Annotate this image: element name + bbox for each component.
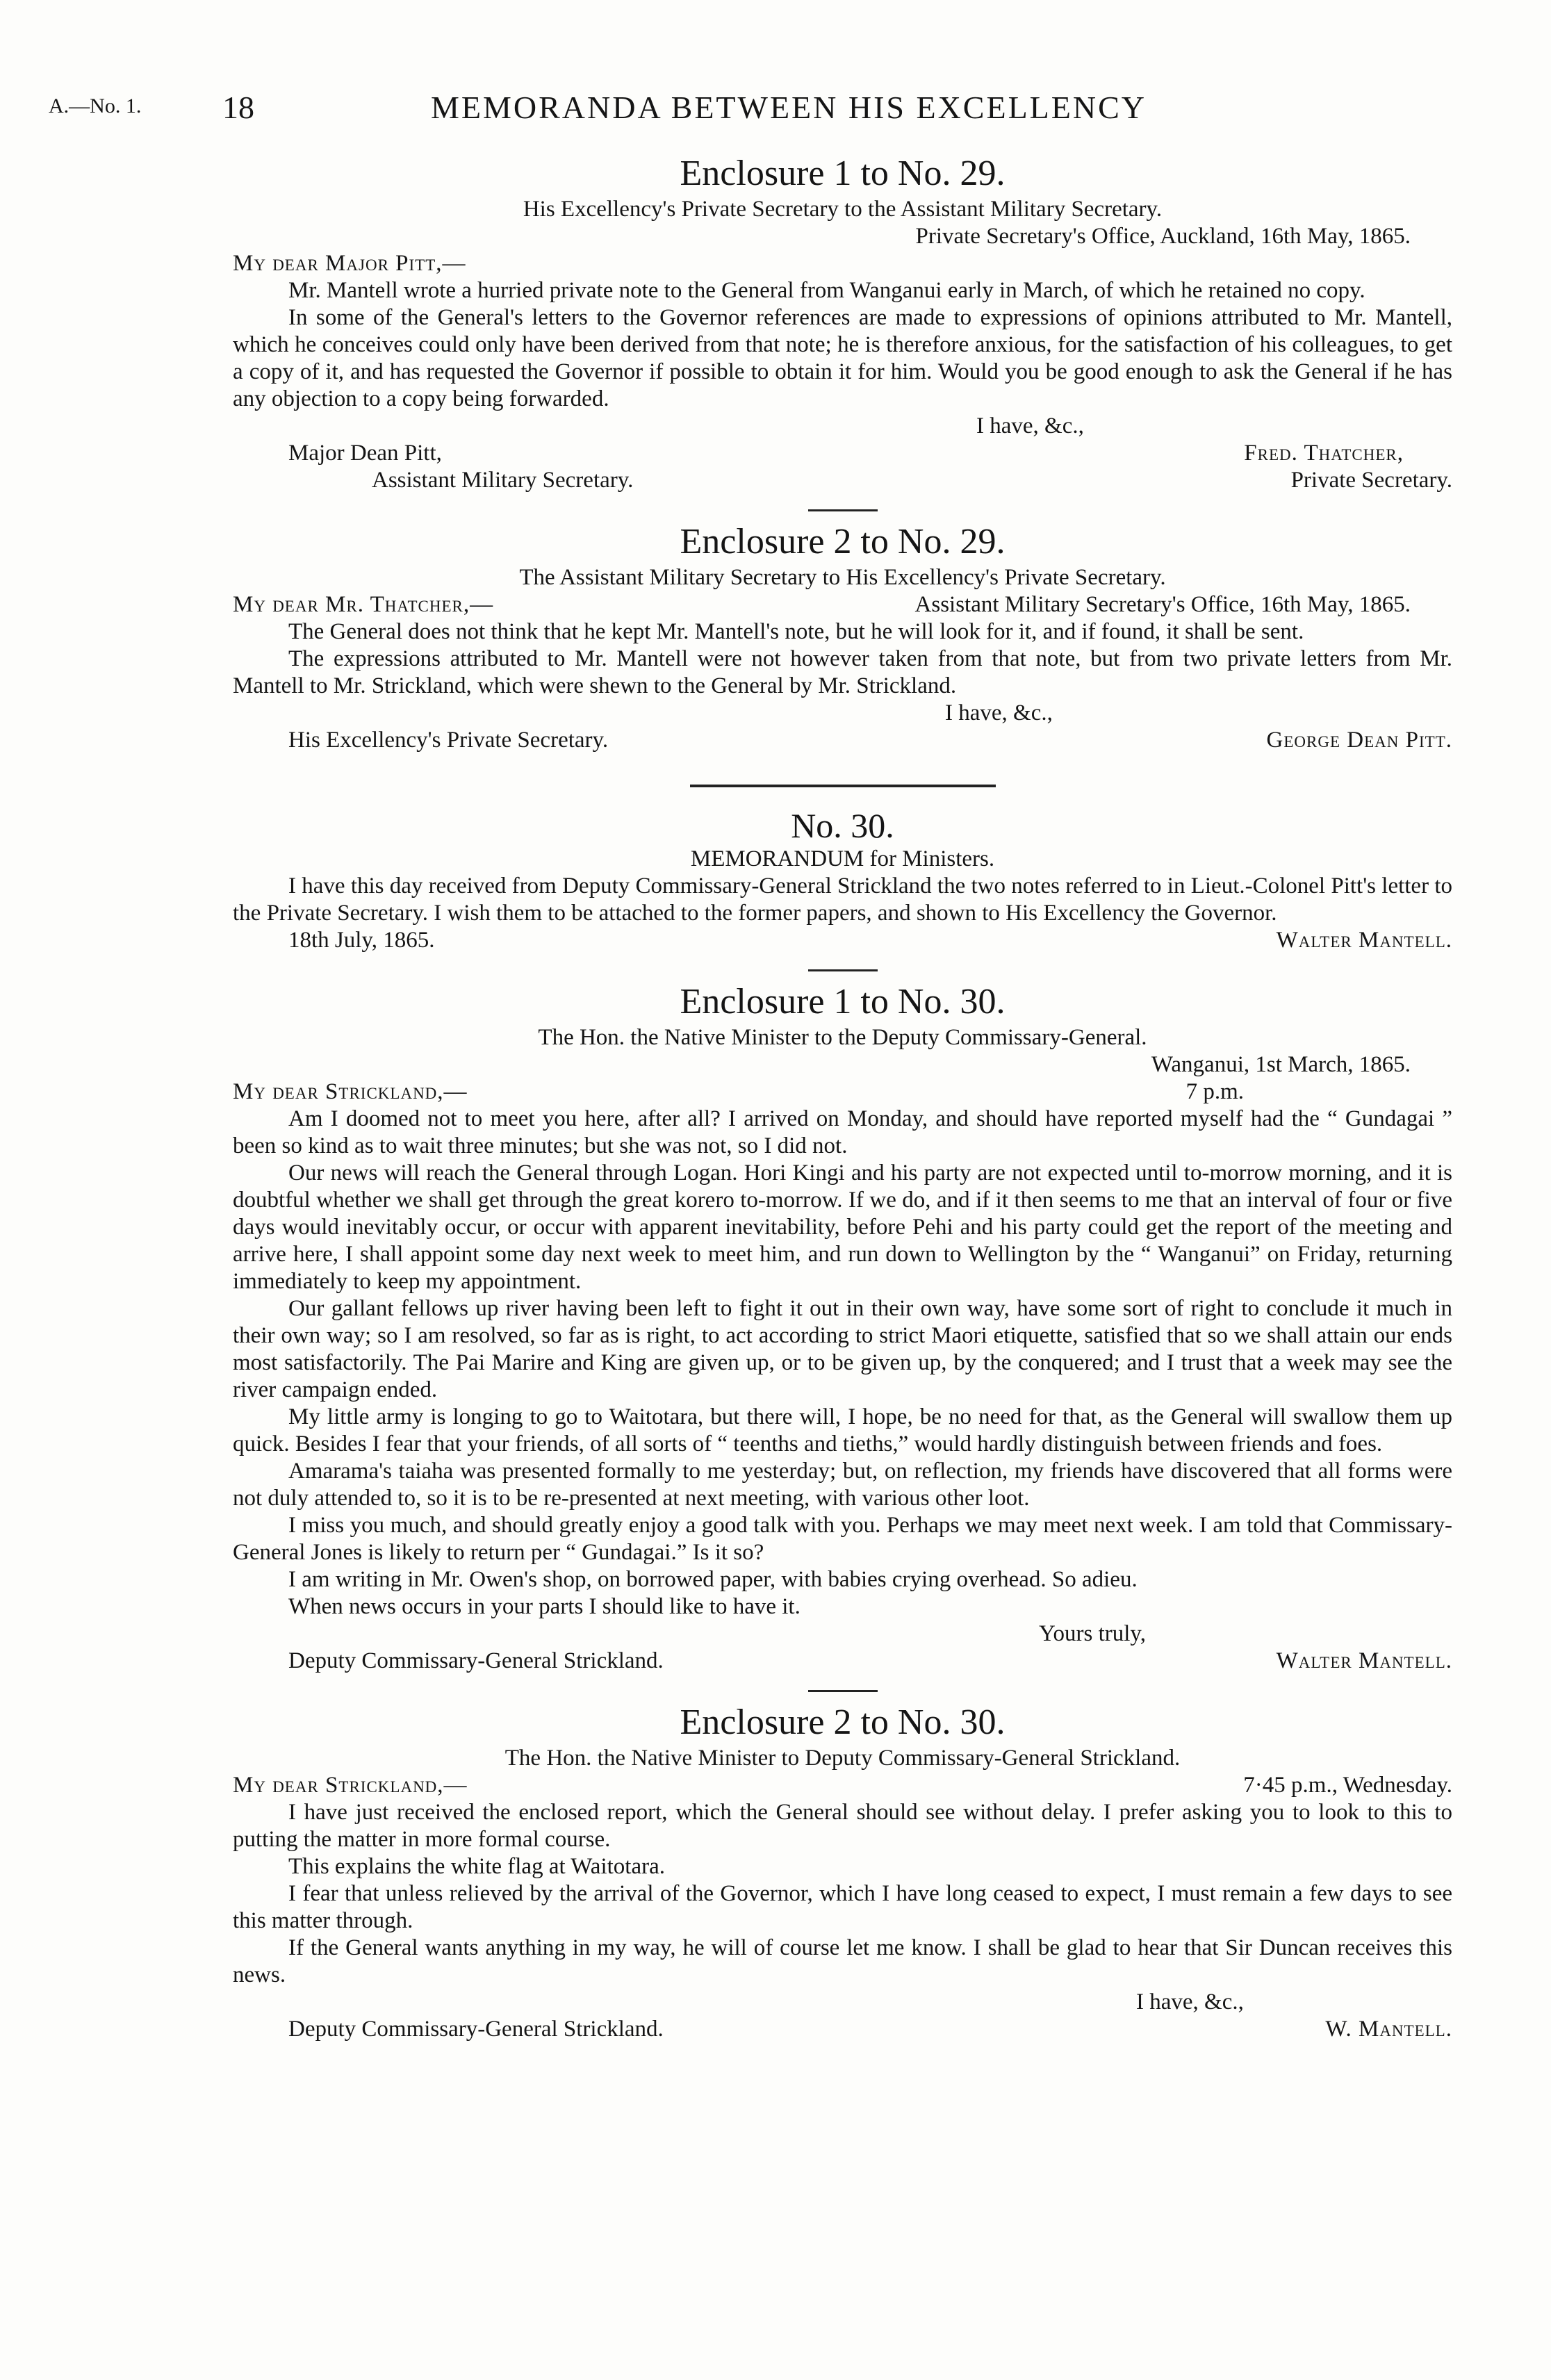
- closing-row: [233, 1620, 1452, 1648]
- paragraph: This explains the white flag at Waitotara.: [288, 1854, 665, 1879]
- signature: W. Mantell.: [1325, 2017, 1452, 2042]
- signatory-title: Private Secretary.: [1290, 468, 1452, 493]
- closing: Yours truly,: [1039, 1621, 1147, 1646]
- closing-row: [233, 413, 1452, 440]
- running-header: [0, 89, 1551, 131]
- memorandum-no-30: [233, 805, 1452, 954]
- section-subheading: The Hon. the Native Minister to the Deputy Commissary-General.: [538, 1025, 1147, 1050]
- enclosure-2-no-29: [233, 521, 1452, 754]
- signature: Walter Mantell.: [1276, 928, 1452, 953]
- signature-row: [233, 1648, 1452, 1675]
- salutation-row: [233, 591, 1452, 618]
- paragraph: I am writing in Mr. Owen's shop, on borrowed paper, with babies crying overhead. So adieu.: [288, 1567, 1138, 1592]
- closing: I have, &c.,: [976, 413, 1084, 438]
- letter-place-date: Wanganui, 1st March, 1865.: [1151, 1052, 1411, 1077]
- document-body: [233, 147, 1452, 2043]
- closing: I have, &c.,: [945, 700, 1053, 725]
- short-divider: [808, 969, 878, 971]
- section-heading: Enclosure 1 to No. 30.: [680, 982, 1006, 1021]
- paragraph: If the General wants anything in my way, he will of course let me know. I shall be glad to hear that Sir Duncan receives this news.: [233, 1935, 1452, 1987]
- paragraph: In some of the General's letters to the Governor references are made to expressions of opinions attributed to Mr. Mantell, which he conceives could only have been derived from that note; he is therefore anxious, for the satisfaction of his colleagues, to get a copy of it, and has requested the Governor if possible to obtain it for him. Would you be good enough to ask the General if he has any objection to a copy being forwarded.: [233, 305, 1452, 411]
- document-reference: A.—No. 1.: [49, 95, 142, 117]
- salutation: My dear Strickland,—: [233, 1773, 468, 1798]
- paragraph: When news occurs in your parts I should like to have it.: [288, 1594, 801, 1619]
- paragraph: I miss you much, and should greatly enjoy a good talk with you. Perhaps we may meet next week. I am told that Commissary-General Jones is likely to return per “ Gundagai.” Is it so?: [233, 1513, 1452, 1565]
- letter-place-date: Private Secretary's Office, Auckland, 16th May, 1865.: [915, 224, 1411, 249]
- letter-time: 7 p.m.: [1185, 1079, 1244, 1104]
- section-subheading: The Assistant Military Secretary to His Excellency's Private Secretary.: [519, 565, 1166, 590]
- section-subheading: MEMORANDUM for Ministers.: [690, 846, 995, 871]
- salutation: My dear Major Pitt,—: [233, 251, 466, 276]
- signature-row: [233, 927, 1452, 954]
- addressee-name: Major Dean Pitt,: [288, 441, 442, 466]
- paragraph: Amarama's taiaha was presented formally to me yesterday; but, on reflection, my friends have discovered that all forms were not duly attended to, so it is to be re-presented at next meeting, with various other loot.: [233, 1459, 1452, 1511]
- section-heading: No. 30.: [791, 806, 894, 845]
- section-subheading: The Hon. the Native Minister to Deputy Commissary-General Strickland.: [504, 1746, 1181, 1771]
- paragraph: Our news will reach the General through Logan. Hori Kingi and his party are not expected until to-morrow morning, and it is doubtful whether we shall get through the great korero to-morrow. If we do, and if it then seems to me that an interval of four or five days would inevitably occur, or occur with apparent inevitability, before Pehi and his party could get the report of the meeting and arrive here, I shall appoint some day next week to meet him, and run down to Wellington by the “ Wanganui” on Friday, returning immediately to keep my appointment.: [233, 1160, 1452, 1294]
- salutation: My dear Strickland,—: [233, 1079, 468, 1104]
- paragraph: I have just received the enclosed report, which the General should see without delay. I prefer asking you to look to this to putting the matter in more formal course.: [233, 1800, 1452, 1852]
- addressee-title: Assistant Military Secretary.: [372, 468, 634, 493]
- salutation-row: [233, 1772, 1452, 1799]
- memo-date: 18th July, 1865.: [288, 928, 435, 953]
- paragraph: The expressions attributed to Mr. Mantell were not however taken from that note, but from two private letters from Mr. Mantell to Mr. Strickland, which were shewn to the General by Mr. Strickland.: [233, 646, 1452, 698]
- section-heading: Enclosure 2 to No. 30.: [680, 1702, 1006, 1742]
- salutation-row: [233, 1078, 1452, 1106]
- signature-row: [233, 440, 1452, 467]
- long-divider: [690, 785, 996, 787]
- section-heading: Enclosure 2 to No. 29.: [680, 522, 1006, 561]
- paragraph: Our gallant fellows up river having been left to fight it out in their own way, have some sort of right to conclude it much in their own way; so I am resolved, so far as is right, to act according to strict Maori etiquette, satisfied that so we shall attain our ends most satisfactorily. The Pai Marire and King are given up, or to be given up, by the conquered; and I trust that a week may see the river campaign ended.: [233, 1296, 1452, 1402]
- enclosure-1-no-30: [233, 981, 1452, 1675]
- paragraph: My little army is longing to go to Waitotara, but there will, I hope, be no need for that, as the General will swallow them up quick. Besides I fear that your friends, of all sorts of “ teenths and tieths,” would hardly distinguish between friends and foes.: [233, 1404, 1452, 1456]
- closing-row: [233, 1989, 1452, 2016]
- signature-title-row: [233, 467, 1452, 494]
- addressee: Deputy Commissary-General Strickland.: [288, 2017, 664, 2042]
- enclosure-1-no-29: [233, 153, 1452, 494]
- addressee: Deputy Commissary-General Strickland.: [288, 1648, 664, 1673]
- letter-time: 7·45 p.m., Wednesday.: [1243, 1773, 1452, 1798]
- paragraph: I have this day received from Deputy Commissary-General Strickland the two notes referred to in Lieut.-Colonel Pitt's letter to the Private Secretary. I wish them to be attached to the former papers, and shown to His Excellency the Governor.: [233, 873, 1452, 926]
- paragraph: The General does not think that he kept Mr. Mantell's note, but he will look for it, and if found, it shall be sent.: [288, 619, 1304, 644]
- closing-row: [233, 700, 1452, 727]
- paragraph: Mr. Mantell wrote a hurried private note to the General from Wanganui early in March, of which he retained no copy.: [288, 278, 1365, 303]
- short-divider: [808, 1690, 878, 1692]
- signature: Fred. Thatcher,: [1244, 441, 1404, 466]
- paragraph: Am I doomed not to meet you here, after all? I arrived on Monday, and should have reported myself had the “ Gundagai ” been so kind as to wait three minutes; but she was not, so I did not.: [233, 1106, 1452, 1158]
- closing: I have, &c.,: [1136, 1989, 1244, 2014]
- paragraph: I fear that unless relieved by the arrival of the Governor, which I have long ceased to expect, I must remain a few days to see this matter through.: [233, 1881, 1452, 1933]
- signature: George Dean Pitt.: [1266, 728, 1452, 753]
- signature-row: [233, 2016, 1452, 2043]
- salutation: My dear Mr. Thatcher,—: [233, 592, 494, 617]
- signature: Walter Mantell.: [1276, 1648, 1452, 1673]
- short-divider: [808, 509, 878, 511]
- addressee: His Excellency's Private Secretary.: [288, 728, 609, 753]
- enclosure-2-no-30: [233, 1702, 1452, 2043]
- section-heading: Enclosure 1 to No. 29.: [680, 154, 1006, 193]
- section-subheading: His Excellency's Private Secretary to the Assistant Military Secretary.: [523, 197, 1163, 222]
- signature-row: [233, 727, 1452, 754]
- page-title: MEMORANDA BETWEEN HIS EXCELLENCY: [431, 90, 1147, 125]
- page-number: 18: [222, 90, 254, 125]
- letter-place-date: Assistant Military Secretary's Office, 16th May, 1865.: [914, 592, 1411, 617]
